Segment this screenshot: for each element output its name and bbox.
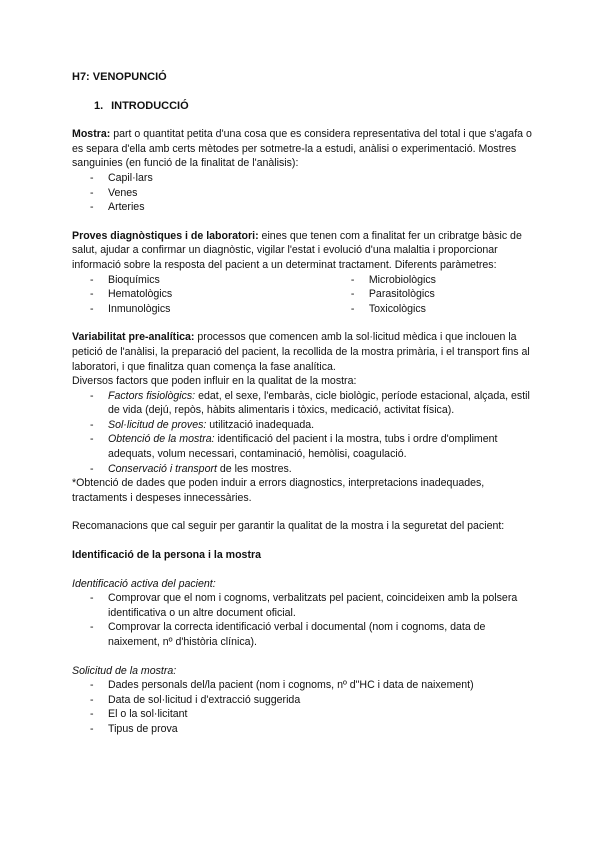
list-item: - Parasitològics [333, 287, 532, 302]
list-item: - Dades personals del/la pacient (nom i cognoms, nº d"HC i data de naixement) [72, 678, 532, 693]
parametres-col-1 [72, 273, 333, 317]
identificacio-activa-block [72, 577, 532, 650]
section-title: INTRODUCCIÓ [111, 99, 189, 112]
mostra-paragraph [72, 127, 532, 171]
list-item [72, 462, 532, 477]
identificacio-title: Identificació de la persona i la mostra [72, 549, 261, 562]
list-item: - Data de sol·licitud i d'extracció suggerida [72, 693, 532, 708]
chapter-heading: H7: VENOPUNCIÓ [72, 71, 167, 83]
section-number: 1. [94, 99, 104, 112]
proves-paragraph [72, 229, 532, 273]
document-page [72, 70, 532, 737]
proves-block [72, 229, 532, 317]
list-item: - Inmunològics [72, 302, 333, 317]
factor-text: edat, el sexe, l'embaràs, cicle biològic, període estacional, alçada, estil de vida (dejú, repòs, hàbits alimentaris i tòxics, medicació, activitat física). [108, 389, 530, 417]
variabilitat-text: processos que comencen amb la sol·licitud mèdica i que inclouen la petició de l'anàlisi, la preparació del pacient, la recollida de la mostra primària, i el transport fins al laboratori, i que finalitza quan comença la fase analítica. [72, 331, 530, 373]
list-item: - Microbiològics [333, 273, 532, 288]
recomanacions-text: Recomanacions que cal seguir per garantir la qualitat de la mostra i la seguretat del pacient: [72, 520, 505, 533]
list-item: - Venes [72, 186, 532, 201]
identificacio-activa-label: Identificació activa del pacient: [72, 577, 216, 590]
factor-text: identificació del pacient i la mostra, tubs i ordre d'ompliment adequats, volum necessari, contaminació, hemòlisi, coagulació. [108, 433, 498, 461]
proves-text: eines que tenen com a finalitat fer un cribratge bàsic de salut, ajudar a confirmar un diagnòstic, vigilar l'estat i evolució d'una malaltia i proporcionar informació sobre la resposta del pacient a un determinat tractament. Diferents paràmetres: [72, 229, 522, 271]
factor-text: utilització inadequada. [206, 418, 315, 431]
identificacio-activa-list [72, 591, 532, 649]
list-item: - Comprovar que el nom i cognoms, verbalitzats pel pacient, coincideixen amb la polsera identificativa o un altre document oficial. [72, 591, 532, 620]
factor-label: Conservació i transport [108, 462, 217, 475]
factors-note: *Obtenció de dades que poden induir a errors diagnostics, interpretacions inadequades, tractaments i despeses innecessàries. [72, 477, 485, 504]
factors-list [72, 389, 532, 477]
solicitud-block [72, 664, 532, 737]
list-item [72, 418, 532, 433]
list-item: - Toxicològics [333, 302, 532, 317]
variabilitat-paragraph [72, 330, 532, 374]
list-item: - El o la sol·licitant [72, 707, 532, 722]
mostra-term: Mostra: [72, 128, 111, 141]
mostra-block [72, 127, 532, 215]
factor-label: Obtenció de la mostra: [108, 433, 215, 446]
list-item: - Tipus de prova [72, 722, 532, 737]
section-heading [94, 99, 532, 114]
list-item: - Bioquímics [72, 273, 333, 288]
solicitud-label: Solicitud de la mostra: [72, 664, 177, 677]
proves-term: Proves diagnòstiques i de laboratori: [72, 229, 259, 242]
factors-intro: Diversos factors que poden influir en la qualitat de la mostra: [72, 375, 357, 388]
list-item: - Arteries [72, 200, 532, 215]
mostra-text: part o quantitat petita d'una cosa que es considera representativa del total i que s'agafa o es separa d'ella amb certs mètodes per sotmetre-la a estudi, anàlisi o experimentació. Mostres sanguinies (en funció de la finalitat de l'anàlisis): [72, 128, 532, 170]
factor-label: Sol·licitud de proves: [108, 418, 207, 431]
list-item: - Capil·lars [72, 171, 532, 186]
variabilitat-block [72, 330, 532, 505]
list-item [72, 389, 532, 418]
parametres-col-2 [333, 273, 532, 317]
list-item [72, 432, 532, 461]
parametres-columns [72, 273, 532, 317]
mostra-list [72, 171, 532, 215]
list-item: - Hematològics [72, 287, 333, 302]
solicitud-list [72, 678, 532, 736]
variabilitat-term: Variabilitat pre-analítica: [72, 331, 195, 344]
factor-label: Factors fisiològics: [108, 389, 196, 402]
factor-text: de les mostres. [216, 462, 292, 475]
list-item: - Comprovar la correcta identificació verbal i documental (nom i cognoms, data de naixement, nº d'història clínica). [72, 620, 532, 649]
